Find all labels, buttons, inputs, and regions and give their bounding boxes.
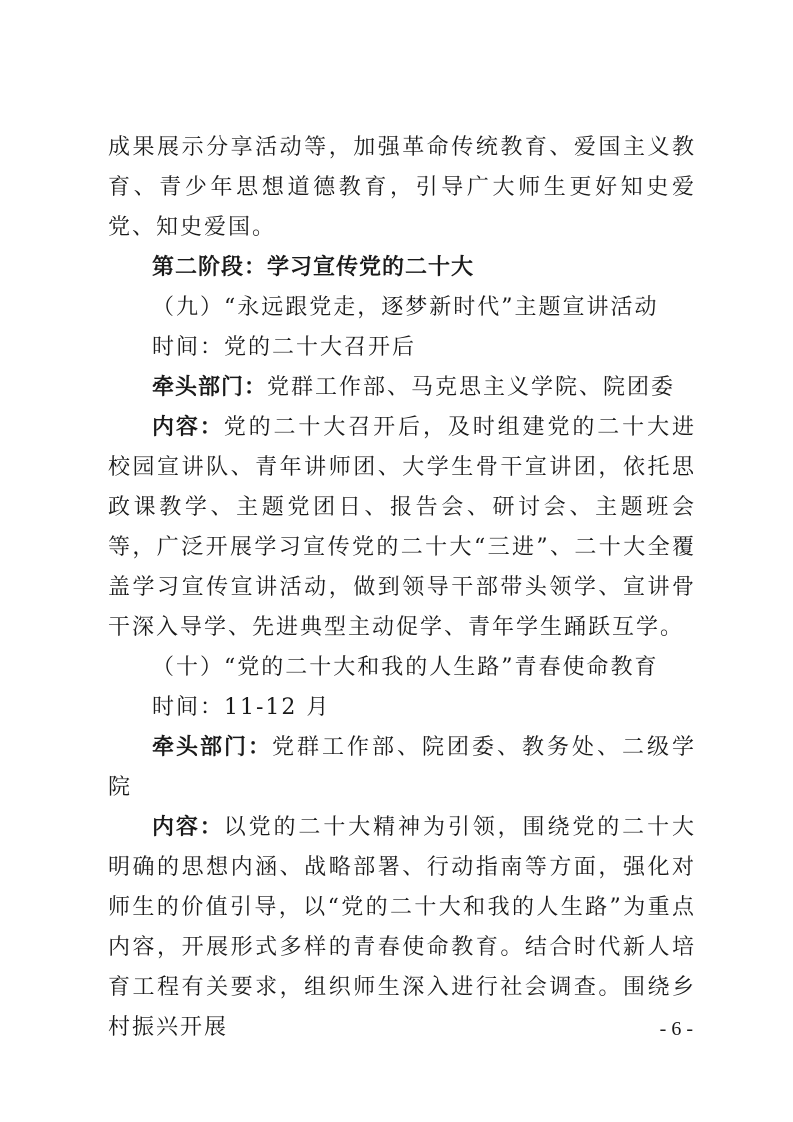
item-9-content-label: 内容：: [152, 415, 224, 440]
item-10-content-label: 内容：: [152, 815, 224, 840]
paragraph-continuation: 成果展示分享活动等，加强革命传统教育、爱国主义教育、青少年思想道德教育，引导广大师生更好知史爱党、知史爱国。: [108, 135, 696, 240]
page-number: - 6 -: [659, 1018, 693, 1040]
item-9-content: [108, 408, 696, 648]
section-heading-stage-2: 第二阶段：学习宣传党的二十大: [152, 255, 475, 280]
item-9-time: 时间：党的二十大召开后: [152, 335, 417, 360]
item-10-department-text: 党群工作部、院团委、教务处、二级学院: [108, 735, 696, 800]
item-9-department-text: 党群工作部、马克思主义学院、院团委: [267, 375, 676, 400]
item-10-content: [108, 808, 696, 1048]
item-10-department-label: 牵头部门：: [152, 735, 272, 760]
item-10-content-text: 以党的二十大精神为引领，围绕党的二十大明确的思想内涵、战略部署、行动指南等方面，强化对师生的价值引导，以“党的二十大和我的人生路”为重点内容，开展形式多样的青春使命教育。结合时代新人培育工程有关要求，组织师生深入进行社会调查。围绕乡村振兴开展: [108, 815, 696, 1040]
item-10-title: （十）“党的二十大和我的人生路”青春使命教育: [152, 655, 659, 680]
item-10-department: [108, 728, 696, 808]
item-10-time: 时间：11-12 月: [152, 695, 331, 720]
item-9-title: （九）“永远跟党走，逐梦新时代”主题宣讲活动: [152, 295, 659, 320]
item-9-department: [108, 368, 696, 408]
item-9-content-text: 党的二十大召开后，及时组建党的二十大进校园宣讲队、青年讲师团、大学生骨干宣讲团，依托思政课教学、主题党团日、报告会、研讨会、主题班会等，广泛开展学习宣传党的二十大“三进”、二十大全覆盖学习宣传宣讲活动，做到领导干部带头领学、宣讲骨干深入导学、先进典型主动促学、青年学生踊跃互学。: [108, 415, 696, 640]
document-body: [108, 128, 696, 1048]
item-9-department-label: 牵头部门：: [152, 375, 268, 400]
